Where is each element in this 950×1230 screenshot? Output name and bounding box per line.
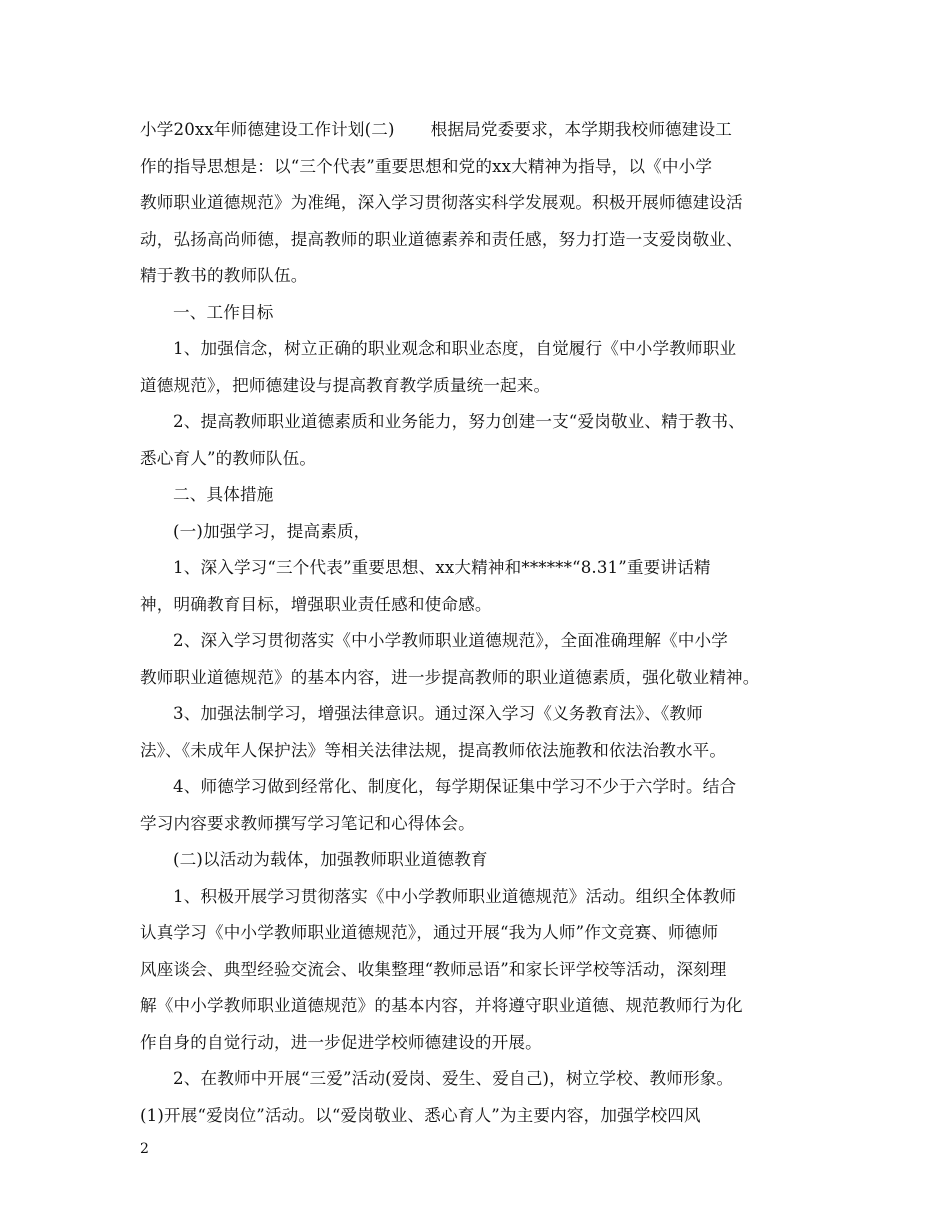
text-line-study-1b: 神，明确教育目标，增强职业责任感和使命感。 [140, 594, 492, 614]
text-line-5: 精于教书的教师队伍。 [140, 266, 308, 285]
section-heading-goals: 一、工作目标 [173, 302, 274, 322]
text-line-goal-2a: 2、提高教师职业道德素质和业务能力，努力创建一支“爱岗敬业、精于教书、 [173, 412, 745, 431]
subsection-heading-activities: (二)以活动为载体，加强教师职业道德教育 [173, 850, 488, 869]
text-line-activity-2: 2、在教师中开展“三爱”活动(爱岗、爱生、爱自己)，树立学校、教师形象。 [173, 1069, 734, 1088]
paragraph-intro-start: 根据局党委要求，本学期我校师德建设工 [430, 120, 732, 139]
text-line-study-2b: 教师职业道德规范》的基本内容，进一步提高教师的职业道德素质，强化敬业精神。 [140, 667, 760, 687]
text-line-activity-1d: 解《中小学教师职业道德规范》的基本内容，并将遵守职业道德、规范教师行为化 [140, 996, 743, 1015]
text-line-goal-1a: 1、加强信念，树立正确的职业观念和职业态度，自觉履行《中小学教师职业 [173, 339, 737, 358]
text-line-study-3a: 3、加强法制学习，增强法律意识。通过深入学习《义务教育法》、《教师 [173, 704, 703, 723]
subsection-heading-study: (一)加强学习，提高素质， [173, 521, 371, 541]
text-line-goal-1b: 道德规范》，把师德建设与提高教育教学质量统一起来。 [140, 375, 551, 395]
text-line-1 [140, 112, 830, 149]
text-line-activity-1a: 1、积极开展学习贯彻落实《中小学教师职业道德规范》活动。组织全体教师 [173, 886, 737, 906]
page-number: 2 [140, 1141, 149, 1157]
section-heading-measures: 二、具体措施 [173, 485, 274, 504]
document-body [140, 112, 830, 1134]
text-line-study-4a: 4、师德学习做到经常化、制度化，每学期保证集中学习不少于六学时。结合 [173, 777, 737, 796]
text-line-activity-2-1: (1)开展“爱岗位”活动。以“爱岗敬业、悉心育人”为主要内容，加强学校四风 [140, 1105, 701, 1125]
text-line-activity-1b: 认真学习《中小学教师职业道德规范》，通过开展“我为人师”作文竞赛、师德师 [140, 923, 719, 942]
text-line-study-2a: 2、深入学习贯彻落实《中小学教师职业道德规范》，全面准确理解《中小学 [173, 631, 728, 650]
text-line-4: 动，弘扬高尚师德，提高教师的职业道德素养和责任感，努力打造一支爱岗敬业、 [140, 229, 743, 249]
text-line-study-4b: 学习内容要求教师撰写学习笔记和心得体会。 [140, 813, 475, 833]
text-line-study-1a: 1、深入学习“三个代表”重要思想、xx大精神和******“8.31”重要讲话精 [173, 558, 711, 577]
text-line-goal-2b: 悉心育人”的教师队伍。 [140, 448, 317, 468]
text-line-3: 教师职业道德规范》为准绳，深入学习贯彻落实科学发展观。积极开展师德建设活 [140, 193, 743, 212]
text-line-activity-1e: 作自身的自觉行动，进一步促进学校师德建设的开展。 [140, 1032, 542, 1052]
document-title: 小学20xx年师德建设工作计划(二) [140, 120, 395, 139]
text-line-2: 作的指导思想是：以“三个代表”重要思想和党的xx大精神为指导，以《中小学 [140, 156, 713, 176]
text-line-study-3b: 法》、《未成年人保护法》等相关法律法规，提高教师依法施教和依法治教水平。 [140, 740, 727, 760]
text-line-activity-1c: 风座谈会、典型经验交流会、收集整理“教师忌语”和家长评学校等活动，深刻理 [140, 959, 727, 979]
